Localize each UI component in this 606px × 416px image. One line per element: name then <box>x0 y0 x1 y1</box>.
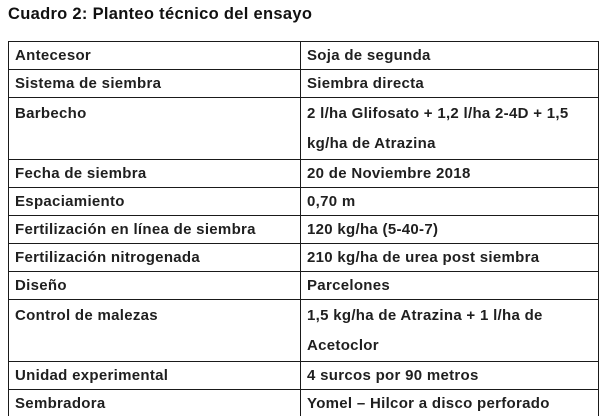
row-value-cell: Soja de segunda <box>301 42 599 70</box>
row-value-cell: 4 surcos por 90 metros <box>301 362 599 390</box>
table-caption: Cuadro 2: Planteo técnico del ensayo <box>8 5 313 23</box>
row-label-cell: Fecha de siembra <box>9 160 301 188</box>
row-value-cell: Yomel – Hilcor a disco perforado <box>301 390 599 416</box>
table-row <box>9 188 599 216</box>
row-value-cell: 120 kg/ha (5-40-7) <box>301 216 599 244</box>
row-label-cell: Diseño <box>9 272 301 300</box>
trial-setup-table <box>8 41 599 416</box>
row-value-cell: Parcelones <box>301 272 599 300</box>
row-label-cell: Antecesor <box>9 42 301 70</box>
table-row <box>9 272 599 300</box>
row-value-cell: 1,5 kg/ha de Atrazina + 1 l/ha de Acetoclor <box>301 300 599 362</box>
row-label-cell: Unidad experimental <box>9 362 301 390</box>
row-label-cell: Barbecho <box>9 98 301 160</box>
table-row <box>9 70 599 98</box>
table-row <box>9 244 599 272</box>
table-row <box>9 42 599 70</box>
row-value-cell: 0,70 m <box>301 188 599 216</box>
row-value-cell: 20 de Noviembre 2018 <box>301 160 599 188</box>
table-row <box>9 160 599 188</box>
table-row <box>9 362 599 390</box>
row-value-cell: 210 kg/ha de urea post siembra <box>301 244 599 272</box>
row-label-cell: Control de malezas <box>9 300 301 362</box>
row-label-cell: Espaciamiento <box>9 188 301 216</box>
row-value-cell: 2 l/ha Glifosato + 1,2 l/ha 2-4D + 1,5 kg/ha de Atrazina <box>301 98 599 160</box>
row-value-cell: Siembra directa <box>301 70 599 98</box>
row-label-cell: Sistema de siembra <box>9 70 301 98</box>
table-row <box>9 98 599 160</box>
row-label-cell: Fertilización nitrogenada <box>9 244 301 272</box>
table-row <box>9 216 599 244</box>
table-row <box>9 300 599 362</box>
row-label-cell: Sembradora <box>9 390 301 416</box>
table-row <box>9 390 599 416</box>
row-label-cell: Fertilización en línea de siembra <box>9 216 301 244</box>
